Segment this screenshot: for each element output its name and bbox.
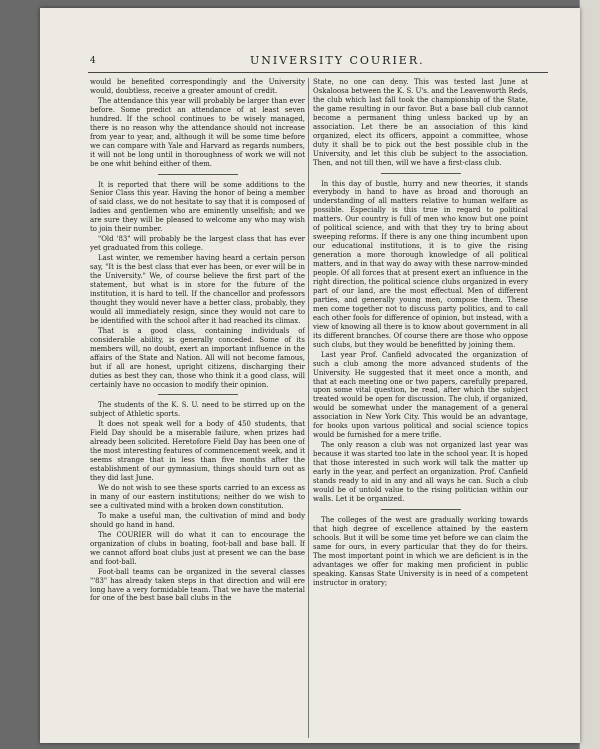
paragraph: The students of the K. S. U. need to be stirred up on the subject of Athletic sports. [90, 401, 305, 419]
paragraph: In this day of bustle, hurry and new theories, it stands everybody in hand to have as broad and thorough an understanding of all matters relative to human welfare as possible. Especially is this true in regard to political matters. Our country is full of men who know but one point of political science, and with that they try to bring about sweeping reforms. If there is any one thing incumbent upon our educational institutions, it is to give the rising generation a more thorough knowledge of all political matters, and in that way do away with these narrow-minded people. Of all forces that at present exert an influence in the right direction, the political science clubs organized in every part of our land, are the most effectual. Men of different parties, and generally young men, compose them. These men come together not to discuss party politics, and to call each other fools for difference of opinion, but instead, with a view of knowing all there is to know about government in all its different branches. Of course there are those who oppose such clubs, but they would be benefitted by joining them. [313, 179, 528, 349]
newspaper-page [40, 8, 580, 743]
section-separator [381, 173, 461, 174]
header-rule [88, 72, 548, 73]
paragraph: Last winter, we remember having heard a certain person say, "It is the best class that ever has been, or ever will be in the University." We, of course believe the first part of the statement, but what is in store for the future of the institution, it is hard to tell. If the chancellor and professors thought they would never have a better class, probably, they would all immediately resign, since they would not care to be identified with the school after it had reached its climax. [90, 254, 305, 325]
section-separator [381, 509, 461, 510]
paragraph: The only reason a club was not organized last year was because it was started too late in the school year. It is hoped that those interested in such work will talk the matter up early in the year, and perfect an organization. Prof. Canfield stands ready to aid in any and all ways he can. Such a club would be of untold value to the rising politician within our walls. Let it be organized. [313, 441, 528, 503]
page-number: 4 [90, 56, 96, 66]
paragraph: To make a useful man, the cultivation of mind and body should go hand in hand. [90, 511, 305, 529]
paragraph: It does not speak well for a body of 450 students, that Field Day should be a miserable failure, when prizes had already been solicited. Heretofore Field Day has been one of the most interesting features of commencement week, and it seems strange that in less than five months after the establishment of our gymnasium, things should turn out as they did last June. [90, 420, 305, 483]
paragraph: Foot-ball teams can be organized in the several classes "'83" has already taken steps in that direction and will ere long have a very formidable team. That we have the material for one of the best base ball clubs in the [90, 567, 305, 603]
paragraph: "Old '83" will probably be the largest class that has ever yet graduated from this college. [90, 235, 305, 253]
right-column [313, 78, 528, 740]
running-head: UNIVERSITY COURIER. [250, 54, 425, 67]
paragraph: State, no one can deny. This was tested last June at Oskaloosa between the K. S. U's. and the Leavenworth Reds, the club which last fall took the championship of the State, the game resulting in our favor. But a base ball club cannot become a permanent thing unless backed up by an association. Let there be an association of this kind organized, elect its officers, appoint a committee, whose duty it shall be to pick out the best possible club in the University, and let this club be subject to the association. Then, and not till then, will we have a first-class club. [313, 78, 528, 167]
adjacent-page-edge [579, 0, 600, 749]
paragraph: It is reported that there will be some additions to the Senior Class this year. Having the honor of being a member of said class, we do not hesitate to say that it is composed of ladies and gentlemen who are eminently unselfish; and we are sure they will be pleased to welcome any who may wish to join their number. [90, 180, 305, 234]
paragraph: would be benefited correspondingly and the University would, doubtless, receive a greater amount of credit. [90, 78, 305, 95]
paragraph: Last year Prof. Canfield advocated the organization of such a club among the more advanced students of the University. He suggested that it meet once a month, and that at each meeting one or two papers, carefully prepared, upon some vital question, be read, after which the subject treated would be open for discussion. The club, if organized, would be somewhat under the management of a general association in New York City. This would be an advantage, for books upon various political and social science topics would be furnished for a mere trifle. [313, 350, 528, 440]
left-column [90, 78, 305, 740]
paragraph: The attendance this year will probably be larger than ever before. Some predict an attendance of at least seven hundred. If the school continues to be wisely managed, there is no reason why the attendance should not increase from year to year, and, although it will be some time before we can compare with Yale and Harvard as regards numbers, it will not be long until in thoroughness of work we will not be one whit behind either of them. [90, 96, 305, 168]
section-separator [158, 394, 238, 395]
section-separator [158, 174, 238, 175]
paragraph: We do not wish to see these sports carried to an excess as in many of our eastern institutions; neither do we wish to see a cultivated mind with a broken down constitution. [90, 484, 305, 510]
paragraph: That is a good class, containing individuals of considerable ability, is generally conceded. Some of its members will, no doubt, exert an important influence in the affairs of the State and Nation. All will not become famous, but if all are honest, upright citizens, discharging their duties as best they can, those who think it a good class, will certainly have no occasion to modify their opinion. [90, 326, 305, 389]
paragraph: The COURIER will do what it can to encourage the organization of clubs in boating, foot-ball and base ball. If we cannot afford boat clubs just at present we can the base and foot-ball. [90, 530, 305, 566]
paragraph: The colleges of the west are gradually working towards that high degree of excellence attained by the eastern schools. But it will be some time yet before we can claim the same for ours, in every particular that they do for theirs. The most important point in which we are deficient is in the advantages we offer for making men proficient in public speaking. Kansas State University is in need of a competent instructor in oratory; [313, 515, 528, 587]
column-divider [308, 78, 309, 738]
